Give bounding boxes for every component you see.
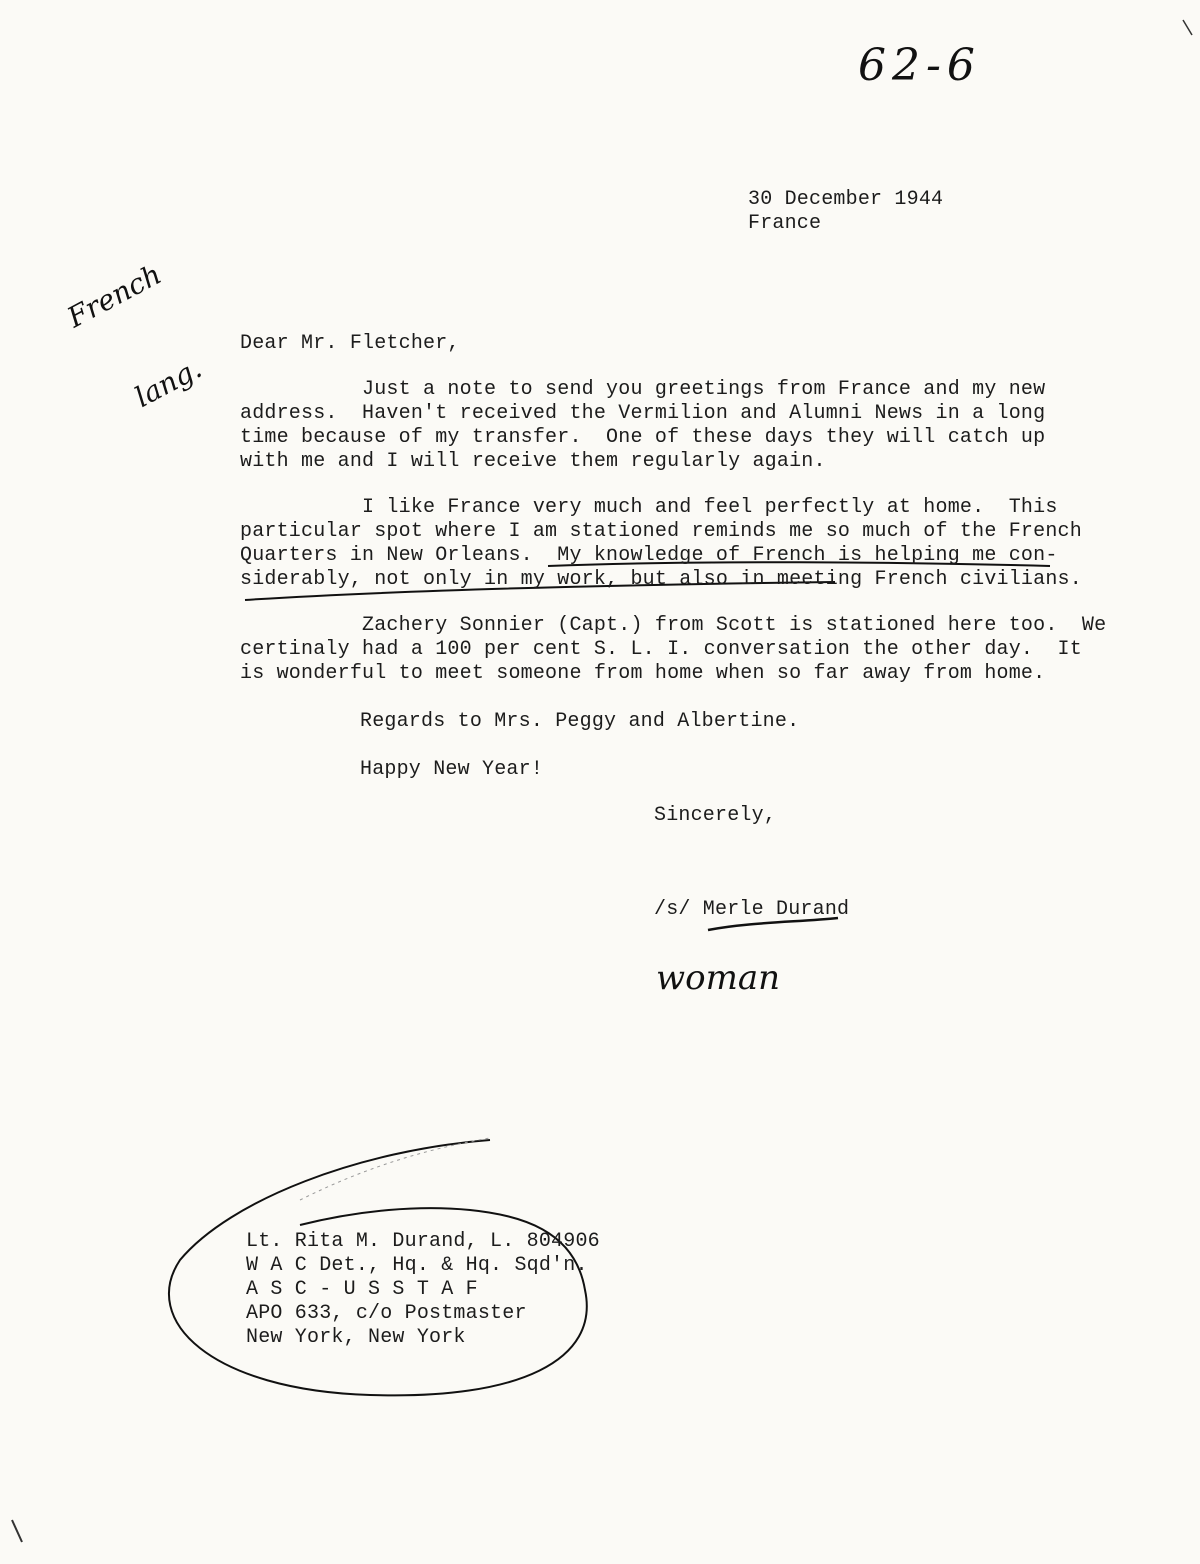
signature-note: woman <box>656 958 780 998</box>
paragraph-line: I like France very much and feel perfectly at home. This <box>240 496 1058 519</box>
paragraph-line: certinaly had a 100 per cent S. L. I. conversation the other day. It <box>240 638 1082 661</box>
paragraph-line: Quarters in New Orleans. My knowledge of French is helping me con- <box>240 544 1058 567</box>
address-line: W A C Det., Hq. & Hq. Sqd'n. <box>246 1254 588 1277</box>
margin-note-line-1: French <box>61 257 167 335</box>
salutation: Dear Mr. Fletcher, <box>240 332 460 355</box>
letter-place: France <box>748 212 822 235</box>
paragraph-line: siderably, not only in my work, but also in meeting French civilians. <box>240 568 1082 591</box>
corner-tick <box>12 1520 22 1542</box>
paragraph-line: Just a note to send you greetings from France and my new <box>240 378 1046 401</box>
signature-line: /s/ Merle Durand <box>654 898 850 921</box>
paragraph-line: particular spot where I am stationed reminds me so much of the French <box>240 520 1082 543</box>
paragraph-line: with me and I will receive them regularly again. <box>240 450 826 473</box>
paragraph-line: time because of my transfer. One of these days they will catch up <box>240 426 1046 449</box>
closing-sincerely: Sincerely, <box>654 804 777 827</box>
regards-line: Regards to Mrs. Peggy and Albertine. <box>360 710 800 733</box>
new-year-line: Happy New Year! <box>360 758 544 781</box>
address-line: APO 633, c/o Postmaster <box>246 1302 527 1325</box>
address-line: Lt. Rita M. Durand, L. 804906 <box>246 1230 600 1253</box>
letter-date: 30 December 1944 <box>748 188 944 211</box>
paragraph-line: address. Haven't received the Vermilion and Alumni News in a long <box>240 402 1046 425</box>
faint-arc <box>300 1138 490 1200</box>
paragraph-line: is wonderful to meet someone from home when so far away from home. <box>240 662 1046 685</box>
address-line: New York, New York <box>246 1326 466 1349</box>
margin-note-line-2: lang. <box>129 351 207 414</box>
file-number-annotation: 62-6 <box>858 40 981 91</box>
corner-tick <box>1183 20 1192 35</box>
paragraph-line: Zachery Sonnier (Capt.) from Scott is stationed here too. We <box>240 614 1107 637</box>
address-line: A S C - U S S T A F <box>246 1278 478 1301</box>
